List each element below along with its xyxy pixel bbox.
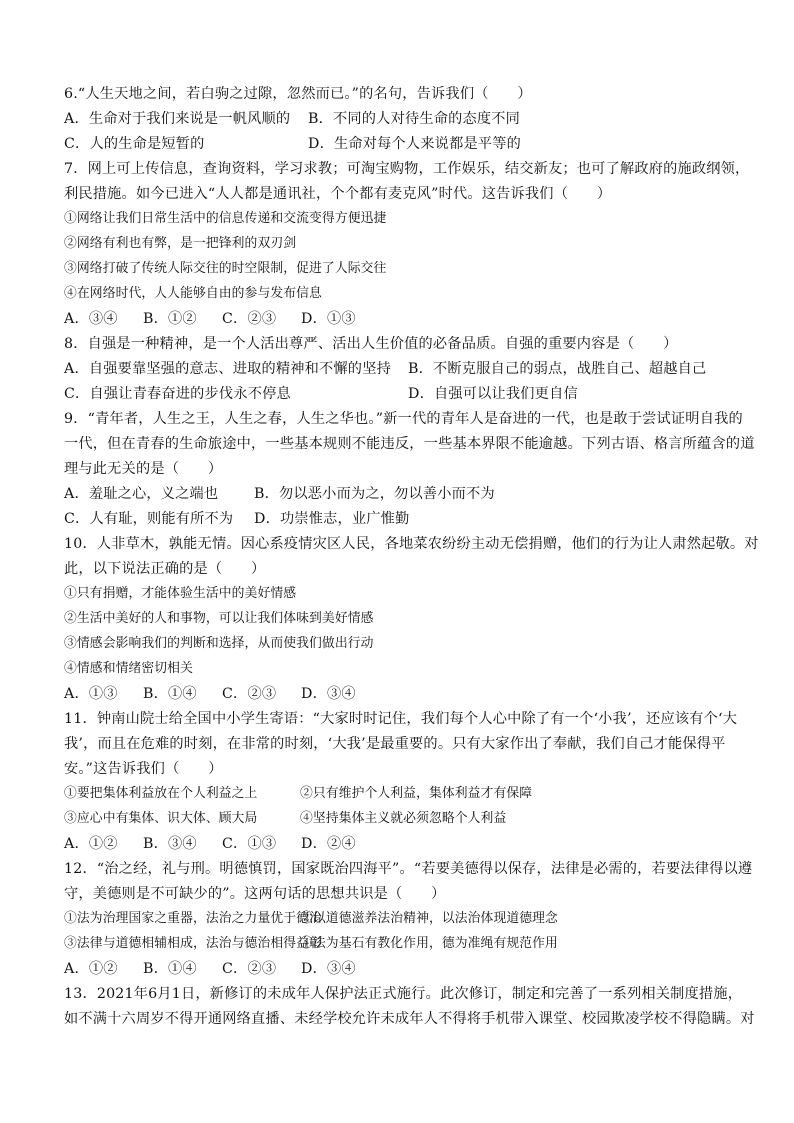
question-7-stem: 利民措施。如今已进入“人人都是通讯社，个个都有麦克风”时代。这告诉我们（ ）: [64, 186, 612, 202]
question-9-option: B．勿以恶小而为之，勿以善小而不为: [254, 486, 495, 502]
question-11-statement: ④坚持集体主义就必须忽略个人利益: [300, 811, 507, 826]
question-10-choice: A．①③: [64, 686, 118, 702]
question-9-stem: 一代，但在青春的生命旅途中，一些基本规则不能违反，一些基本界限不能逾越。下列古语、格言所蕴含的道: [64, 436, 755, 452]
question-9-option: C．人有耻，则能有所不为: [64, 511, 234, 527]
question-6-option: D．生命对每个人来说都是平等的: [308, 136, 522, 152]
question-11-choice: C．①③: [222, 836, 277, 852]
question-11-choice: B．③④: [143, 836, 197, 852]
question-7-statement: ④在网络时代，人人能够自由的参与发布信息: [64, 286, 322, 301]
question-11-statement: ②只有维护个人利益，集体利益才有保障: [300, 786, 533, 801]
question-11-stem: 我’，而且在危难的时刻，在非常的时刻，‘大我’是最重要的。只有大家作出了奉献，我们自己才能保得平: [64, 736, 726, 752]
question-12-choice: B．①④: [143, 961, 197, 977]
question-10-statement: ③情感会影响我们的判断和选择，从而使我们做出行动: [64, 636, 374, 651]
question-10-stem: 此，以下说法正确的是（ ）: [64, 561, 266, 577]
question-12-statement: ①法为治理国家之重器，法治之力量优于德治: [64, 911, 322, 926]
question-7-choice: D．①③: [301, 311, 356, 327]
question-7-choice: A．③④: [64, 311, 118, 327]
question-6-option: C．人的生命是短暂的: [64, 136, 205, 152]
question-10-choice: D．③④: [301, 686, 356, 702]
question-9-option: D．功崇惟志，业广惟勤: [254, 511, 410, 527]
question-10-statement: ①只有捐赠，才能体验生活中的美好情感: [64, 586, 297, 601]
question-7-choice: C．②③: [222, 311, 277, 327]
question-11-statement: ①要把集体利益放在个人利益之上: [64, 786, 258, 801]
question-13-stem: 如不满十六周岁不得开通网络直播、未经学校允许未成年人不得将手机带入课堂、校园欺凌学校不得隐瞒。对: [64, 1011, 755, 1027]
question-11-choice: A．①②: [64, 836, 118, 852]
question-10-statement: ④情感和情绪密切相关: [64, 661, 193, 676]
question-12-statement: ③法律与道德相辅相成，法治与德治相得益彰: [64, 936, 322, 951]
question-11-stem: 11．钟南山院士给全国中小学生寄语：“大家时时记住，我们每个人心中除了有一个‘小我’，还应该有个‘大: [64, 711, 738, 727]
question-9-stem: 9．“青年者，人生之王，人生之春，人生之华也。”新一代的青年人是奋进的一代，也是敢于尝试证明自我的: [64, 411, 743, 427]
question-7-stem: 7．网上可上传信息，查询资料，学习求教；可淘宝购物，工作娱乐，结交新友；也可了解政府的施政纲领，: [64, 161, 750, 177]
question-10-stem: 10．人非草木，孰能无情。因心系疫情灾区人民，各地菜农纷纷主动无偿捐赠，他们的行为让人肃然起敬。对: [64, 536, 759, 552]
question-7-statement: ③网络打破了传统人际交往的时空限制，促进了人际交往: [64, 261, 387, 276]
question-11-statement: ③应心中有集体、识大体、顾大局: [64, 811, 258, 826]
question-7-choice: B．①②: [143, 311, 197, 327]
question-10-statement: ②生活中美好的人和事物，可以让我们体味到美好情感: [64, 611, 374, 626]
question-10-choice: B．①④: [143, 686, 197, 702]
question-12-stem: 12．“治之经，礼与刑。明德慎罚，国家既治四海平”。“若要美德得以保存，法律是必需的，若要法律得以遵: [64, 861, 753, 877]
question-12-choice: A．①②: [64, 961, 118, 977]
question-11-choice: D．②④: [301, 836, 356, 852]
question-13-stem: 13．2021年6月1日，新修订的未成年人保护法正式施行。此次修订，制定和完善了一系列相关制度措施，: [64, 986, 743, 1002]
question-6-option: B．不同的人对待生命的态度不同: [308, 111, 521, 127]
question-9-stem: 理与此无关的是（ ）: [64, 461, 223, 477]
question-12-statement: ②以道德滋养法治精神，以法治体现道德理念: [300, 911, 558, 926]
question-8-stem: 8．自强是一种精神，是一个人活出尊严、活出人生价值的必备品质。自强的重要内容是（ ）: [64, 336, 678, 352]
question-10-choice: C．②③: [222, 686, 277, 702]
question-7-statement: ②网络有利也有弊，是一把锋利的双刃剑: [64, 236, 297, 251]
question-12-statement: ④法为基石有教化作用，德为准绳有规范作用: [300, 936, 558, 951]
question-6-stem: 6.“人生天地之间，若白驹之过隙，忽然而已。”的名句，告诉我们（ ）: [64, 86, 532, 102]
question-8-option: B．不断克服自己的弱点，战胜自己、超越自己: [408, 361, 707, 377]
question-6-option: A．生命对于我们来说是一帆风顺的: [64, 111, 291, 127]
question-12-choice: C．②③: [222, 961, 277, 977]
question-8-option: A．自强要靠坚强的意志、进取的精神和不懈的坚持: [64, 361, 391, 377]
question-7-statement: ①网络让我们日常生活中的信息传递和交流变得方便迅捷: [64, 211, 387, 226]
question-8-option: D．自强可以让我们更自信: [408, 386, 578, 402]
question-9-option: A．羞耻之心，义之端也: [64, 486, 219, 502]
question-11-stem: 安。”这告诉我们（ ）: [64, 761, 223, 777]
question-12-choice: D．③④: [301, 961, 356, 977]
question-8-option: C．自强让青春奋进的步伐永不停息: [64, 386, 291, 402]
question-12-stem: 守，美德则是不可缺少的”。这两句话的思想共识是（ ）: [64, 886, 446, 902]
